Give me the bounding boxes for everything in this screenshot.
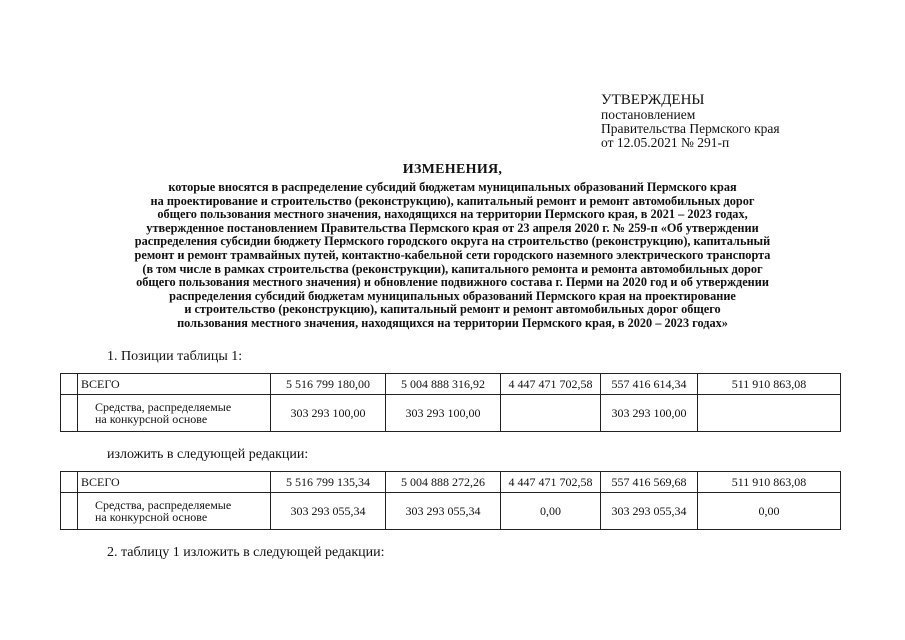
item-2-text: 2. таблицу 1 изложить в следующей редакции: bbox=[107, 545, 385, 560]
document-title: ИЗМЕНЕНИЯ, bbox=[402, 162, 503, 177]
row-label-line: Средства, распределяемые bbox=[95, 498, 232, 512]
row-label: ВСЕГО bbox=[78, 472, 271, 493]
table-cell bbox=[61, 395, 78, 432]
approval-date: от 12.05.2021 № 291-п bbox=[601, 135, 730, 150]
subtitle-line: пользования местного значения, находящихся на территории Пермского края, в 2020 – 2023 годах» bbox=[177, 315, 728, 330]
approval-heading: УТВЕРЖДЕНЫ bbox=[601, 92, 705, 108]
table-cell: 511 910 863,08 bbox=[698, 472, 841, 493]
subtitle-line: которые вносятся в распределение субсидий бюджетам муниципальных образований Пермского края bbox=[168, 180, 737, 194]
table-cell: 5 516 799 180,00 bbox=[271, 374, 386, 395]
table-cell bbox=[501, 395, 601, 432]
table-cell: 4 447 471 702,58 bbox=[501, 374, 601, 395]
row-label-line: на конкурсной основе bbox=[95, 412, 208, 426]
table-row bbox=[61, 395, 841, 432]
replace-text: изложить в следующей редакции: bbox=[107, 447, 309, 462]
subtitle-line: (в том числе в рамках строительства (реконструкции), капитального ремонта и ремонта автомобильных дорог bbox=[142, 261, 763, 276]
row-label-line: Средства, распределяемые bbox=[95, 400, 232, 414]
table-row bbox=[61, 374, 841, 395]
table-row bbox=[61, 472, 841, 493]
subtitle-line: ремонт и ремонт трамвайных путей, контактно-кабельной сети городского наземного электрического транспорта bbox=[134, 247, 771, 262]
table-cell: 303 293 100,00 bbox=[601, 395, 698, 432]
row-label-line: на конкурсной основе bbox=[95, 510, 208, 524]
approval-line: постановлением bbox=[601, 107, 696, 122]
table-cell bbox=[61, 374, 78, 395]
table-cell: 303 293 055,34 bbox=[601, 493, 698, 530]
row-label bbox=[78, 493, 271, 530]
table-cell: 557 416 569,68 bbox=[601, 472, 698, 493]
subtitle-line: утвержденное постановлением Правительства Пермского края от 23 апреля 2020 г. № 259-п «Об утверждении bbox=[146, 220, 759, 235]
item-1-text: 1. Позиции таблицы 1: bbox=[107, 349, 243, 364]
approval-stamp bbox=[601, 92, 780, 150]
subtitle-line: общего пользования местного значения, находящихся на территории Пермского края, в 2021 – 2023 годах, bbox=[157, 207, 748, 222]
table-row bbox=[61, 493, 841, 530]
table-cell bbox=[61, 472, 78, 493]
table-cell: 4 447 471 702,58 bbox=[501, 472, 601, 493]
subtitle-line: распределения субсидий бюджетам муниципальных образований Пермского края на проектирование bbox=[169, 288, 736, 303]
table-cell: 511 910 863,08 bbox=[698, 374, 841, 395]
table-cell: 557 416 614,34 bbox=[601, 374, 698, 395]
table-cell bbox=[698, 395, 841, 432]
table-cell: 5 004 888 272,26 bbox=[386, 472, 501, 493]
table-cell: 5 004 888 316,92 bbox=[386, 374, 501, 395]
row-label bbox=[78, 395, 271, 432]
table-cell bbox=[61, 493, 78, 530]
document-subtitle bbox=[60, 181, 845, 331]
table-cell: 5 516 799 135,34 bbox=[271, 472, 386, 493]
subtitle-line: на проектирование и строительство (реконструкцию), капитальный ремонт и ремонт автомобильных дорог bbox=[150, 193, 755, 208]
table-cell: 0,00 bbox=[501, 493, 601, 530]
row-label: ВСЕГО bbox=[78, 374, 271, 395]
subtitle-line: распределения субсидии бюджету Пермского городского округа на строительство (реконструкцию), капитальный bbox=[134, 234, 771, 249]
table-cell: 303 293 055,34 bbox=[271, 493, 386, 530]
subtitle-line: общего пользования местного значения) и обновление подвижного состава г. Перми на 2020 год и об утверждении bbox=[136, 275, 769, 290]
table-cell: 303 293 100,00 bbox=[271, 395, 386, 432]
old-table bbox=[60, 373, 841, 432]
approval-line: Правительства Пермского края bbox=[601, 121, 780, 136]
table-cell: 303 293 055,34 bbox=[386, 493, 501, 530]
subtitle-line: и строительство (реконструкцию), капитальный ремонт и ремонт автомобильных дорог общего bbox=[184, 302, 721, 317]
table-cell: 303 293 100,00 bbox=[386, 395, 501, 432]
table-cell: 0,00 bbox=[698, 493, 841, 530]
new-table bbox=[60, 471, 841, 530]
